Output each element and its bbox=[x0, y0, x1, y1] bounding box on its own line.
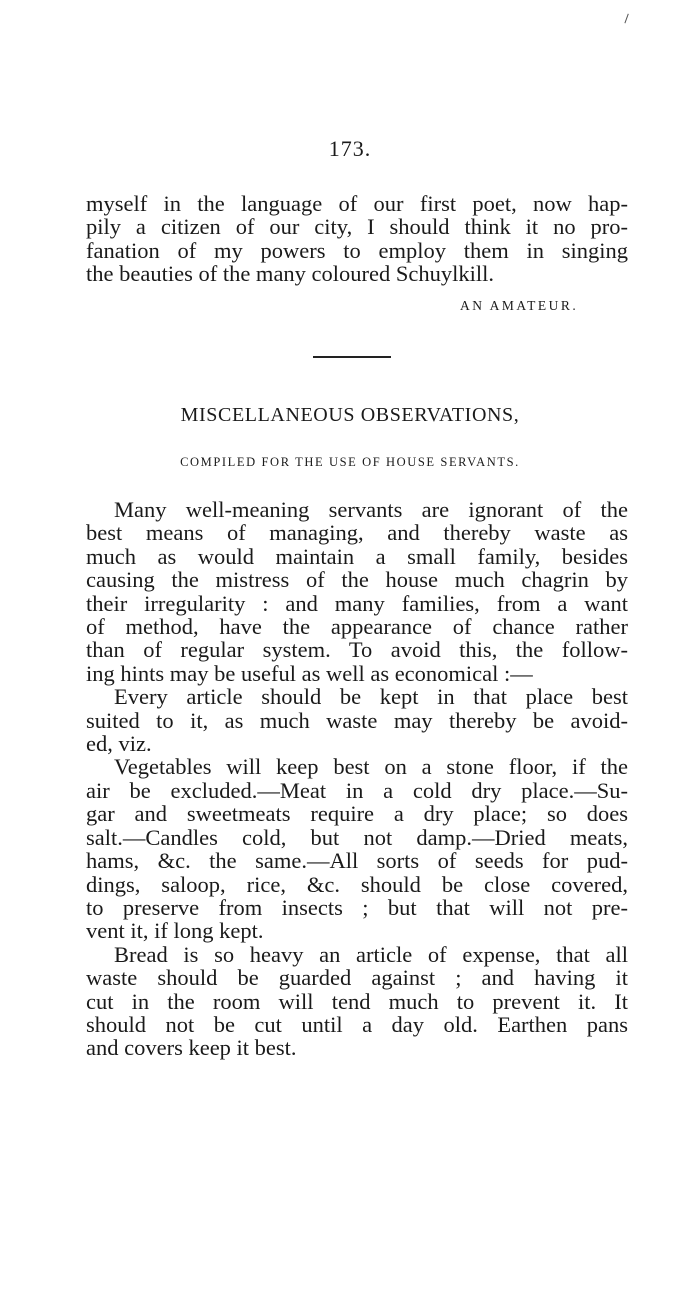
article-subtitle: COMPILED FOR THE USE OF HOUSE SERVANTS. bbox=[180, 455, 520, 469]
text-line: cut in the room will tend much to prevent it. It bbox=[86, 988, 628, 1014]
stray-pen-mark bbox=[624, 14, 631, 25]
section-divider bbox=[313, 356, 391, 358]
text-line: best means of managing, and thereby waste as bbox=[86, 520, 628, 546]
text-line: suited to it, as much waste may thereby be avoid- bbox=[86, 707, 628, 733]
text-line: gar and sweetmeats require a dry place; so does bbox=[86, 801, 628, 827]
paragraph bbox=[86, 685, 628, 755]
text-line: than of regular system. To avoid this, the follow- bbox=[86, 637, 628, 663]
text-line: Many well-meaning servants are ignorant of the bbox=[114, 497, 628, 522]
paragraph bbox=[86, 943, 628, 1060]
article-title: MISCELLANEOUS OBSERVATIONS, bbox=[180, 404, 520, 426]
text-line: ing hints may be useful as well as economical :— bbox=[86, 660, 533, 686]
text-line: myself in the language of our first poet, now hap- bbox=[86, 191, 628, 216]
text-line: of method, have the appearance of chance rather bbox=[86, 614, 628, 640]
text-line: their irregularity : and many families, from a want bbox=[86, 590, 628, 616]
author-signature: AN AMATEUR. bbox=[460, 298, 579, 313]
text-line: dings, saloop, rice, &c. should be close covered, bbox=[86, 871, 628, 897]
text-line: Bread is so heavy an article of expense, that all bbox=[114, 941, 628, 967]
text-line: pily a citizen of our city, I should think it no pro- bbox=[86, 214, 628, 240]
text-line: to preserve from insects ; but that will not pre- bbox=[86, 894, 628, 920]
text-line: Every article should be kept in that place best bbox=[114, 684, 628, 710]
text-line: fanation of my powers to employ them in singing bbox=[86, 237, 628, 263]
text-line: waste should be guarded against ; and having it bbox=[86, 965, 628, 991]
text-line: vent it, if long kept. bbox=[86, 918, 264, 944]
text-line: hams, &c. the same.—All sorts of seeds for pud- bbox=[86, 848, 628, 874]
paragraph bbox=[86, 498, 628, 685]
text-line: air be excluded.—Meat in a cold dry place.—Su- bbox=[86, 777, 628, 803]
paragraph bbox=[86, 755, 628, 942]
text-line: should not be cut until a day old. Earthen pans bbox=[86, 1011, 628, 1037]
text-line: and covers keep it best. bbox=[86, 1035, 297, 1061]
text-line: much as would maintain a small family, besides bbox=[86, 543, 628, 569]
article-body bbox=[86, 498, 628, 1060]
text-line: the beauties of the many coloured Schuylkill. bbox=[86, 261, 495, 287]
text-line: ed, viz. bbox=[86, 731, 152, 757]
intro-passage bbox=[86, 192, 628, 286]
text-line: Vegetables will keep best on a stone floor, if the bbox=[114, 754, 628, 780]
text-line: salt.—Candles cold, but not damp.—Dried meats, bbox=[86, 824, 628, 850]
page-number: 173. bbox=[328, 136, 372, 161]
text-line: causing the mistress of the house much chagrin by bbox=[86, 567, 628, 593]
